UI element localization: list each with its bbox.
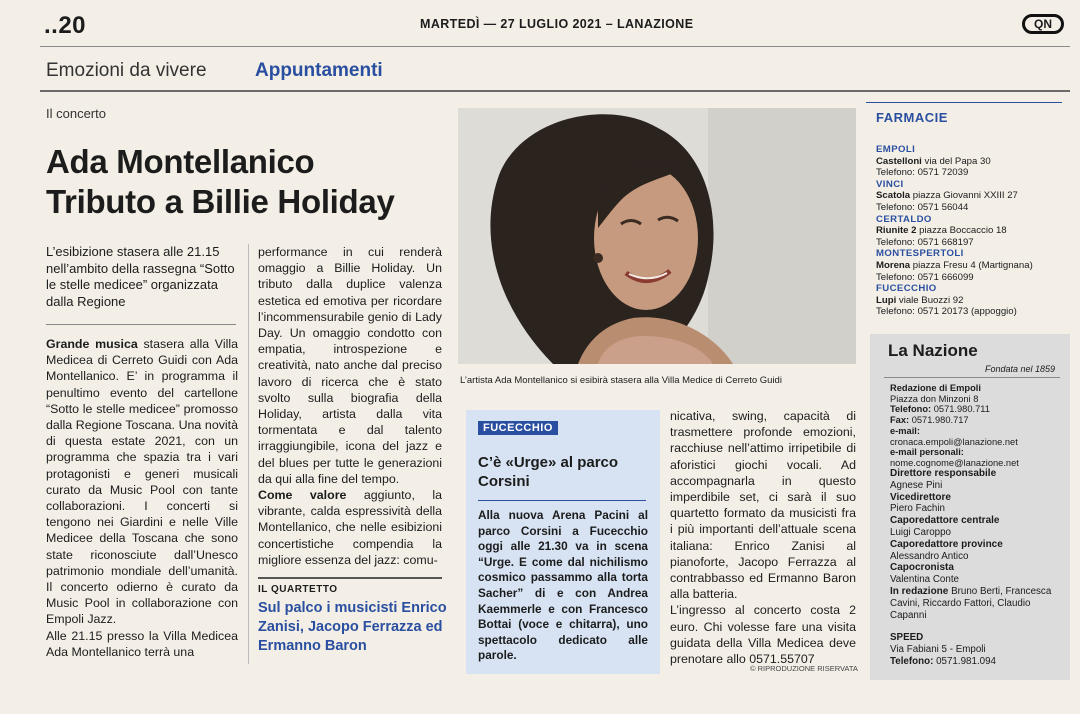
lanazione-founded: Fondata nel 1859 [985, 364, 1056, 374]
pharmacy-name: Lupi [876, 294, 897, 306]
staff-name: Agnese Pini [890, 479, 943, 491]
email-personal-value: nome.cognome@lanazione.net [890, 457, 1019, 468]
lanazione-title: La Nazione [888, 341, 978, 360]
portrait-illustration [458, 108, 856, 364]
pharmacy-phone: Telefono: 0571 72039 [876, 167, 969, 179]
tel-label: Telefono: [890, 404, 932, 415]
pharmacies-title: FARMACIE [876, 110, 948, 125]
redazione-staff: Bruno Berti, Francesca Cavini, Riccardo Fattori, Claudio Capanni [890, 585, 1052, 621]
pharmacy-entry [876, 248, 1066, 283]
paragraph: performance in cui renderà omaggio a Billie Holiday. Un tributo dalla duplice valenza estetica ed emotiva per ricordare l’incommensurabile genio di Lady Day. Un omaggio condotto con empatia, introspezione e creatività, nato anche dal preciso lavoro di ricerca che è stato svolto sulla biografia della Holiday, artista dalla vita tormentata e dal talento irraggiungibile, icona del jazz e del blues per tutte le generazioni da qui alla fine del tempo. [258, 245, 442, 486]
article-column-2 [258, 244, 442, 568]
photo-caption: L’artista Ada Montellanico si esibirà stasera alla Villa Medice di Cerreto Guidi [460, 375, 782, 386]
artist-photo [458, 108, 856, 364]
staff-role: Caporedattore province [890, 538, 1003, 550]
pharmacy-phone: Telefono: 0571 56044 [876, 201, 969, 213]
pharmacy-town: FUCECCHIO [876, 283, 937, 295]
article-headline [46, 142, 466, 222]
divider [258, 577, 442, 579]
pharmacy-town: EMPOLI [876, 144, 916, 155]
article-column-3 [670, 408, 856, 667]
quartet-kicker: IL QUARTETTO [258, 584, 338, 595]
article-summary: L’esibizione stasera alle 21.15 nell’ambito della rassegna “Sotto le stelle medicee” organizzata dalla Regione [46, 244, 235, 309]
paragraph: L’ingresso al concerto costa 2 euro. Chi volesse fare una visita guidata della Villa Medicea deve prenotare allo 0571.55707 [670, 603, 856, 667]
speed-title: SPEED [890, 632, 924, 643]
pharmacy-name: Riunite 2 [876, 225, 917, 237]
staff-role: Capocronista [890, 562, 954, 574]
tel-value: 0571.980.711 [931, 404, 990, 415]
email-personal-label: e-mail personali: [890, 447, 964, 458]
copyright: © RIPRODUZIONE RISERVATA [750, 664, 858, 673]
fucecchio-badge: FUCECCHIO [478, 421, 558, 435]
staff-list [890, 468, 1066, 621]
headline-line-1: Ada Montellanico [46, 143, 315, 180]
pharmacy-address: piazza Fresu 4 (Martignana) [910, 259, 1033, 271]
article-kicker: Il concerto [46, 106, 106, 121]
pharmacy-address: via del Papa 30 [921, 155, 991, 167]
divider [866, 102, 1062, 103]
pharmacy-phone: Telefono: 0571 666099 [876, 271, 974, 283]
dateline: MARTEDÌ — 27 LUGLIO 2021 – LANAZIONE [420, 17, 694, 31]
pharmacy-town: CERTALDO [876, 213, 932, 225]
subsection-title: Appuntamenti [255, 60, 383, 81]
pharmacy-entry [876, 283, 1066, 318]
staff-role: Vicedirettore [890, 491, 951, 503]
fucecchio-title: C’è «Urge» al parco Corsini [478, 454, 619, 490]
pharmacy-town: VINCI [876, 178, 904, 190]
fax-label: Fax: [890, 415, 910, 426]
paragraph: nicativa, swing, capacità di trasmettere profonde emozioni, racchiuse nell’attimo irripetibile di aforistici giochi vocali. Ad accompagnarla in questo imperdibile set, ci sarà il suo quartetto formato da musicisti fra i più importanti dell’attuale scena italiana: Enrico Zanisi al pianoforte, Jacopo Ferrazza al contrabbasso ed Ermanno Baron alla batteria. [670, 409, 856, 602]
speed-info [890, 632, 1066, 667]
pharmacy-phone: Telefono: 0571 20173 (appoggio) [876, 306, 1017, 318]
speed-address: Via Fabiani 5 - Empoli [890, 643, 986, 655]
pharmacy-entry [876, 214, 1066, 249]
paragraph: Alle 21.15 presso la Villa Medicea Ada Montellanico terrà una [46, 628, 238, 659]
staff-name: Valentina Conte [890, 574, 959, 586]
redazione-info [890, 383, 1066, 469]
fax-value: 0571.980.717 [909, 415, 969, 426]
divider [478, 500, 646, 501]
speed-tel-label: Telefono: [890, 655, 934, 667]
section-title: Emozioni da vivere [46, 60, 207, 81]
staff-role: Direttore responsabile [890, 468, 997, 479]
pharmacy-entry [876, 179, 1066, 214]
pharmacy-address: piazza Boccaccio 18 [916, 225, 1007, 237]
pharmacy-name: Scatola [876, 190, 911, 202]
pharmacy-town: MONTESPERTOLI [876, 248, 964, 260]
column-divider [248, 244, 249, 664]
page-number: ..20 [44, 12, 87, 39]
pharmacy-phone: Telefono: 0571 668197 [876, 236, 974, 248]
article-column-1 [46, 336, 238, 660]
redazione-staff-label: In redazione [890, 585, 949, 597]
pharmacy-address: viale Buozzi 92 [896, 294, 964, 306]
pharmacy-name: Castelloni [876, 155, 922, 167]
paragraph: aggiunto, la vibrante, calda espressività della Montellanico, che nelle esibizioni concertistiche compendia la migliore essenza del jazz: comu- [258, 488, 443, 567]
headline-line-2: Tributo a Billie Holiday [46, 183, 395, 220]
pharmacy-entry [876, 144, 1066, 179]
pharmacies-list [876, 144, 1066, 318]
divider [40, 90, 1070, 92]
quartet-title: Sul palco i musicisti Enrico Zanisi, Jacopo Ferrazza ed Ermanno Baron [258, 600, 447, 654]
staff-name: Piero Fachin [890, 503, 945, 515]
staff-name: Alessandro Antico [890, 550, 969, 562]
speed-tel: 0571.981.094 [933, 655, 997, 667]
redazione-title: Redazione di Empoli [890, 383, 981, 393]
divider [884, 377, 1060, 378]
pharmacy-name: Morena [876, 259, 911, 271]
lead-in: Grande musica [46, 337, 138, 351]
staff-name: Luigi Caroppo [890, 526, 952, 538]
divider [46, 324, 236, 325]
email-value: cronaca.empoli@lanazione.net [890, 436, 1018, 447]
fucecchio-body: Alla nuova Arena Pacini al parco Corsini a Fucecchio oggi alle 21.30 va in scena “Urge. E come dal nichilismo cosmico passammo alla torta Sacher” di e con Andrea Kaemmerle e con Francesco Bottai (voce e chitarra), uno spettacolo dedicato alle parole. [478, 508, 648, 663]
email-label: e-mail: [890, 425, 920, 436]
divider [40, 46, 1070, 47]
lead-in: Come valore [258, 488, 347, 503]
staff-role: Caporedattore centrale [890, 515, 1000, 527]
paragraph: stasera alla Villa Medicea di Cerreto Guidi con Ada Montellanico. E’ in programma il penultimo evento del cartellone “Sotto le stelle medicee” promosso dalla Regione Toscana. Una novità di questa estate 2021, con un programma che spazia tra i vari protagonisti e generi musicali curato da Music Pool con tante collaborazioni. I concerti si tengono nei Giardini e nelle Ville Medicee della Toscana che sono state riconosciute dall’Unesco patrimonio mondiale dell’umanità. Il concerto odierno è curato da Music Pool in collaborazione con Empoli Jazz. [46, 337, 238, 627]
redazione-address: Piazza don Minzoni 8 [890, 393, 979, 404]
qn-logo: QN [1022, 14, 1064, 34]
pharmacy-address: piazza Giovanni XXIII 27 [910, 190, 1018, 202]
